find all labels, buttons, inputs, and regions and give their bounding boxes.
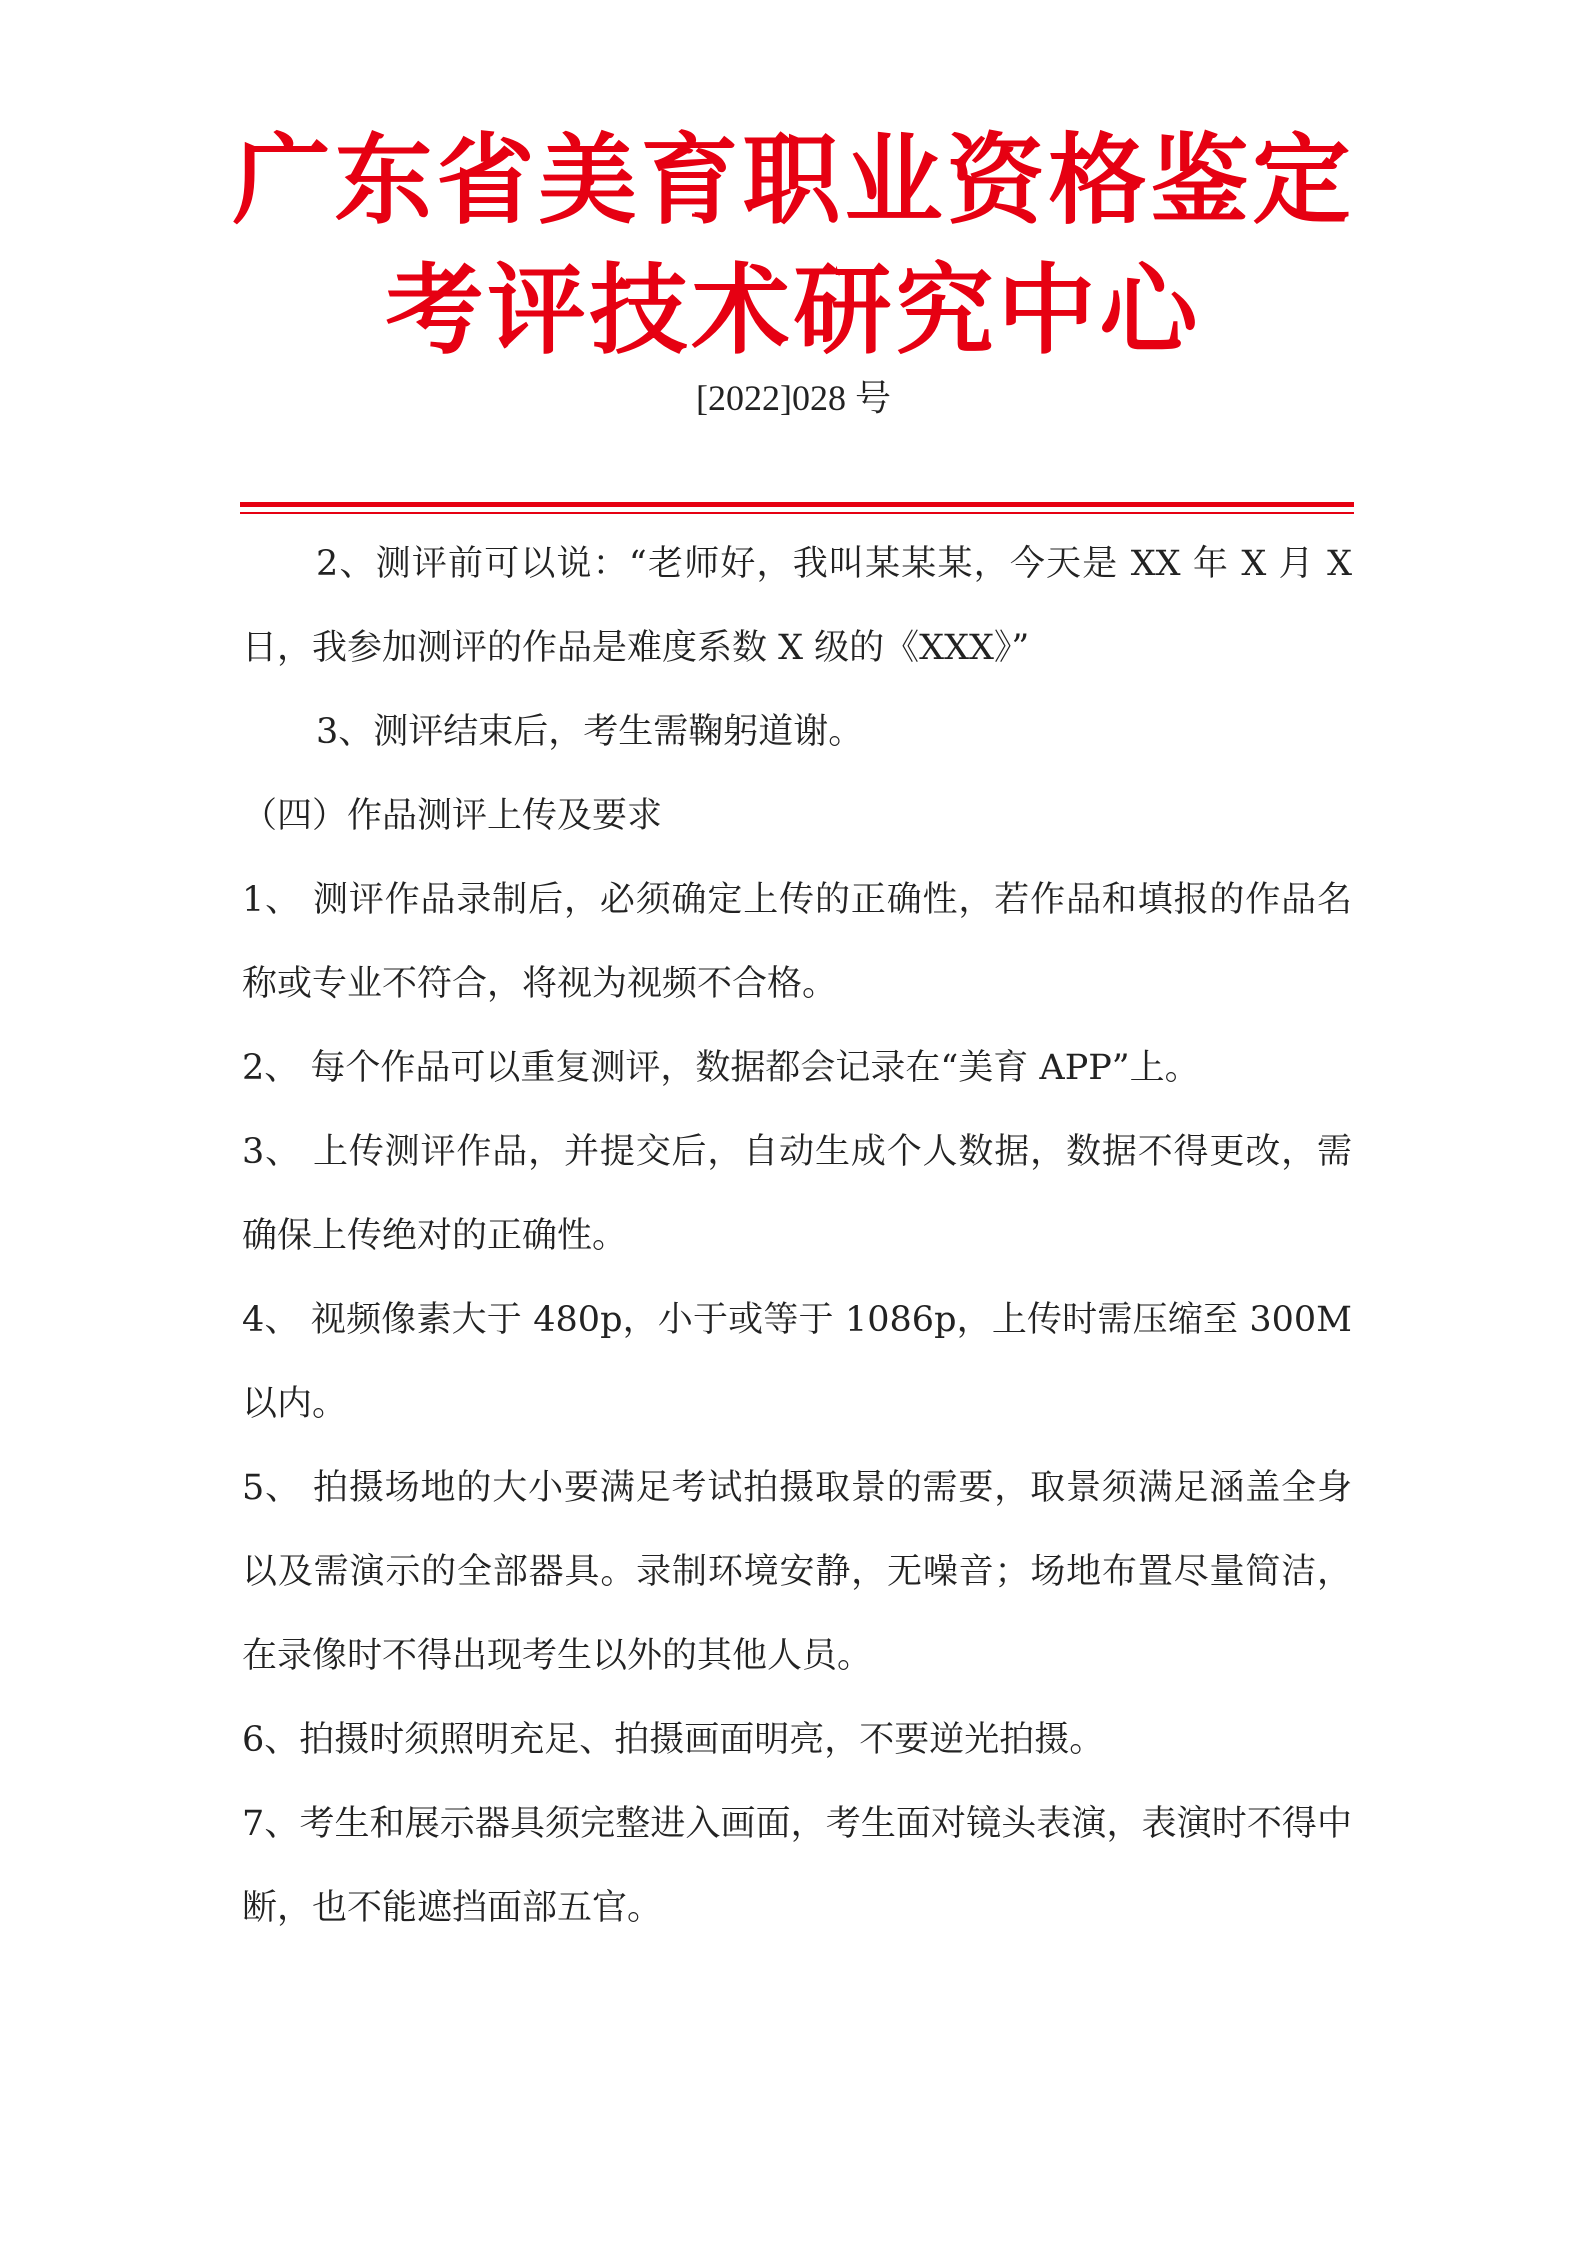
header-divider-thick — [240, 502, 1354, 507]
header-title-line2: 考评技术研究中心 — [385, 253, 1202, 368]
section-heading: （四）作品测评上传及要求 — [242, 796, 663, 836]
list-item: 7、考生和展示器具须完整进入画面，考生面对镜头表演，表演时不得中断，也不能遮挡面部五官。 — [242, 1804, 1352, 1928]
list-item: 1、 测评作品录制后，必须确定上传的正确性，若作品和填报的作品名称或专业不符合，将视为视频不合格。 — [242, 880, 1352, 1004]
list-item: 4、 视频像素大于 480p，小于或等于 1086p，上传时需压缩至 300M 以内。 — [242, 1300, 1352, 1424]
document-body — [242, 522, 1352, 1950]
list-item: 2、 每个作品可以重复测评，数据都会记录在“美育 APP”上。 — [242, 1048, 1200, 1088]
paragraph: 3、测评结束后，考生需鞠躬道谢。 — [316, 712, 864, 752]
header-divider-thin — [240, 512, 1354, 514]
list-item: 5、 拍摄场地的大小要满足考试拍摄取景的需要，取景须满足涵盖全身以及需演示的全部器具。录制环境安静，无噪音；场地布置尽量简洁，在录像时不得出现考生以外的其他人员。 — [242, 1468, 1352, 1676]
header-title-line1: 广东省美育职业资格鉴定 — [232, 123, 1355, 238]
list-item: 3、 上传测评作品，并提交后，自动生成个人数据，数据不得更改，需确保上传绝对的正确性。 — [242, 1132, 1352, 1256]
list-item: 6、拍摄时须照明充足、拍摄画面明亮，不要逆光拍摄。 — [242, 1720, 1105, 1760]
paragraph: 2、测评前可以说：“老师好，我叫某某某，今天是 XX 年 X 月 X 日，我参加测评的作品是难度系数 X 级的《XXX》” — [242, 544, 1352, 668]
document-number: [2022]028 号 — [696, 378, 891, 418]
